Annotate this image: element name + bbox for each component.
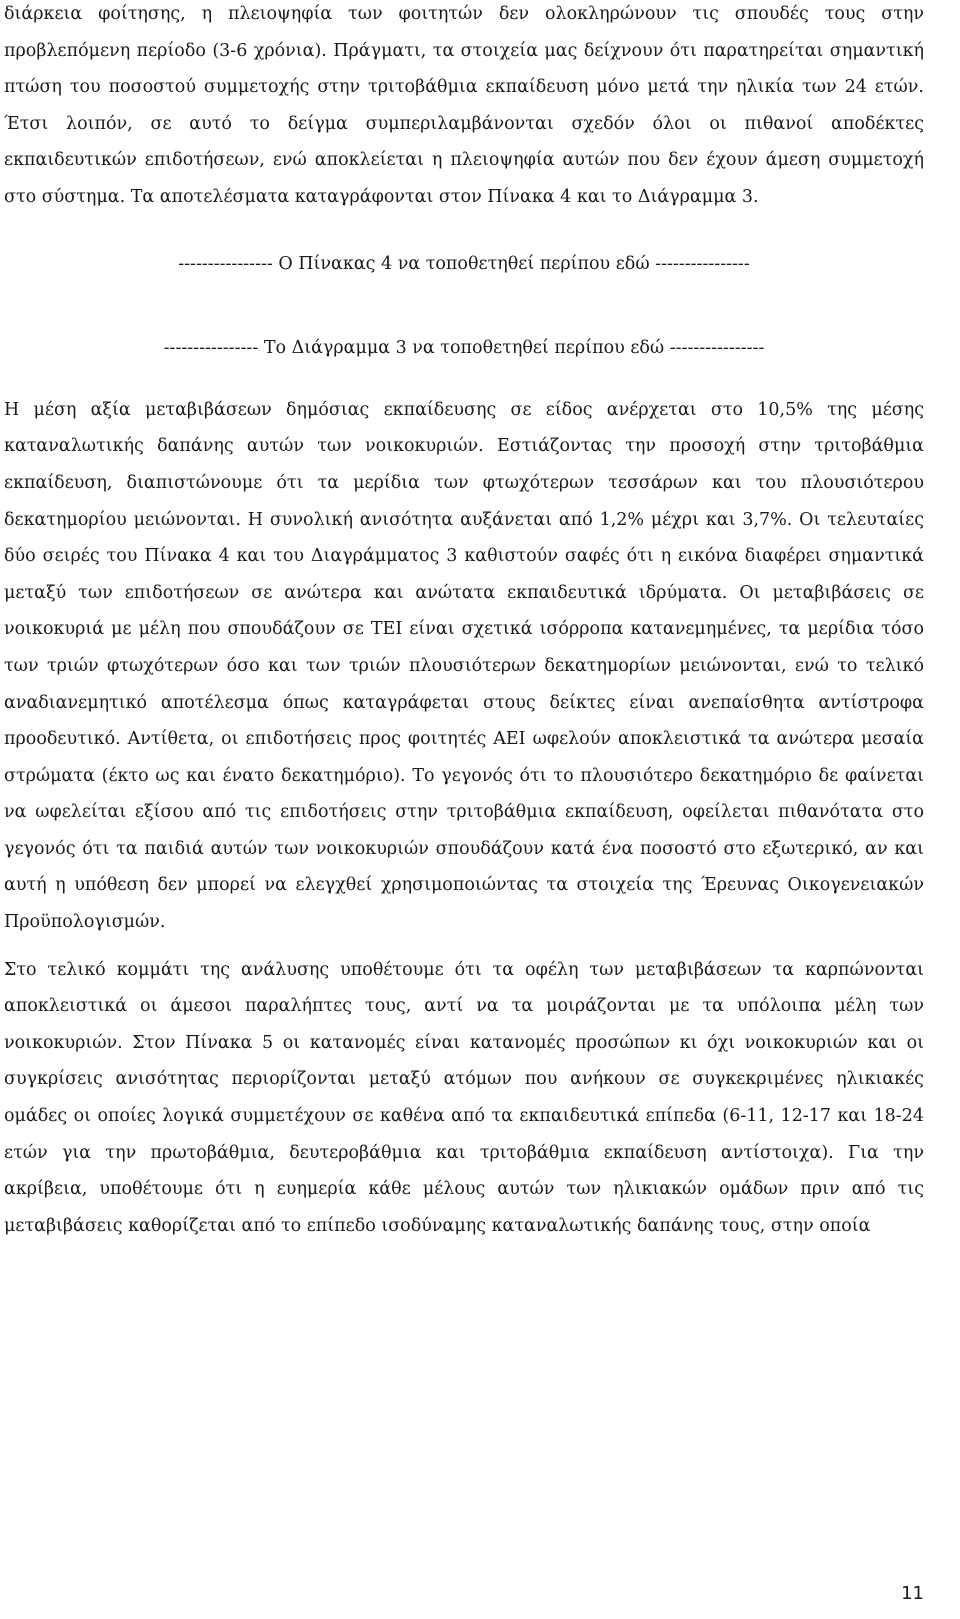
page-number: 11	[901, 1583, 924, 1604]
table-placeholder-note: ---------------- Ο Πίνακας 4 να τοποθετηθεί περίπου εδώ ----------------	[178, 253, 750, 274]
chart-placeholder-note: ---------------- Το Διάγραμμα 3 να τοποθετηθεί περίπου εδώ ----------------	[163, 338, 765, 359]
document-page	[4, 0, 924, 1244]
body-paragraph-2: Η μέση αξία μεταβιβάσεων δημόσιας εκπαίδευσης σε είδος ανέρχεται στο 10,5% της μέσης καταναλωτικής δαπάνης αυτών των νοικοκυριών. Εστιάζοντας την προσοχή στην τριτοβάθμια εκπαίδευση, διαπιστώνουμε ότι τα μερίδια των φτωχότερων τεσσάρων και του πλουσιότερου δεκατημορίου μειώνονται. Η συνολική ανισότητα αυξάνεται από 1,2% μέχρι και 3,7%. Οι τελευταίες δύο σειρές του Πίνακα 4 και του Διαγράμματος 3 καθιστούν σαφές ότι η εικόνα διαφέρει σημαντικά μεταξύ των επιδοτήσεων σε ανώτερα και ανώτατα εκπαιδευτικά ιδρύματα. Οι μεταβιβάσεις σε νοικοκυριά με μέλη που σπουδάζουν σε ΤΕΙ είναι σχετικά ισόρροπα κατανεμημένες, τα μερίδια τόσο των τριών φτωχότερων όσο και των τριών πλουσιότερων δεκατημορίων μειώνονται, ενώ το τελικό αναδιανεμητικό αποτέλεσμα όπως καταγράφεται στους δείκτες είναι ανεπαίσθητα αντίστροφα προοδευτικό. Αντίθετα, οι επιδοτήσεις προς φοιτητές ΑΕΙ ωφελούν αποκλειστικά τα ανώτερα μεσαία στρώματα (έκτο ως και ένατο δεκατημόριο). Το γεγονός ότι το πλουσιότερο δεκατημόριο δε φαίνεται να ωφελείται εξίσου από τις επιδοτήσεις στην τριτοβάθμια εκπαίδευση, οφείλεται πιθανότατα στο γεγονός ότι τα παιδιά αυτών των νοικοκυριών σπουδάζουν κατά ένα ποσοστό στο εξωτερικό, αν και αυτή η υπόθεση δεν μπορεί να ελεγχθεί χρησιμοποιώντας τα στοιχεία της Έρευνας Οικογενειακών Προϋπολογισμών.	[4, 399, 924, 933]
body-paragraph-3: Στο τελικό κομμάτι της ανάλυσης υποθέτουμε ότι τα οφέλη των μεταβιβάσεων τα καρπώνονται αποκλειστικά οι άμεσοι παραλήπτες τους, αντί να τα μοιράζονται με τα υπόλοιπα μέλη των νοικοκυριών. Στον Πίνακα 5 οι κατανομές είναι κατανομές προσώπων κι όχι νοικοκυριών και οι συγκρίσεις ανισότητας περιορίζονται μεταξύ ατόμων που ανήκουν σε συγκεκριμένες ηλικιακές ομάδες οι οποίες λογικά συμμετέχουν σε καθένα από τα εκπαιδευτικά επίπεδα (6-11, 12-17 και 18-24 ετών για την πρωτοβάθμια, δευτεροβάθμια και τριτοβάθμια εκπαίδευση αντίστοιχα). Για την ακρίβεια, υποθέτουμε ότι η ευημερία κάθε μέλους αυτών των ηλικιακών ομάδων πριν από τις μεταβιβάσεις καθορίζεται από το επίπεδο ισοδύναμης καταναλωτικής δαπάνης τους, στην οποία	[4, 959, 924, 1236]
body-paragraph-1: διάρκεια φοίτησης, η πλειοψηφία των φοιτητών δεν ολοκληρώνουν τις σπουδές τους στην προβλεπόμενη περίοδο (3-6 χρόνια). Πράγματι, τα στοιχεία μας δείχνουν ότι παρατηρείται σημαντική πτώση του ποσοστού συμμετοχής στην τριτοβάθμια εκπαίδευση μόνο μετά την ηλικία των 24 ετών. Έτσι λοιπόν, σε αυτό το δείγμα συμπεριλαμβάνονται σχεδόν όλοι οι πιθανοί αποδέκτες εκπαιδευτικών επιδοτήσεων, ενώ αποκλείεται η πλειοψηφία αυτών που δεν έχουν άμεση συμμετοχή στο σύστημα. Τα αποτελέσματα καταγράφονται στον Πίνακα 4 και το Διάγραμμα 3.	[4, 4, 924, 207]
